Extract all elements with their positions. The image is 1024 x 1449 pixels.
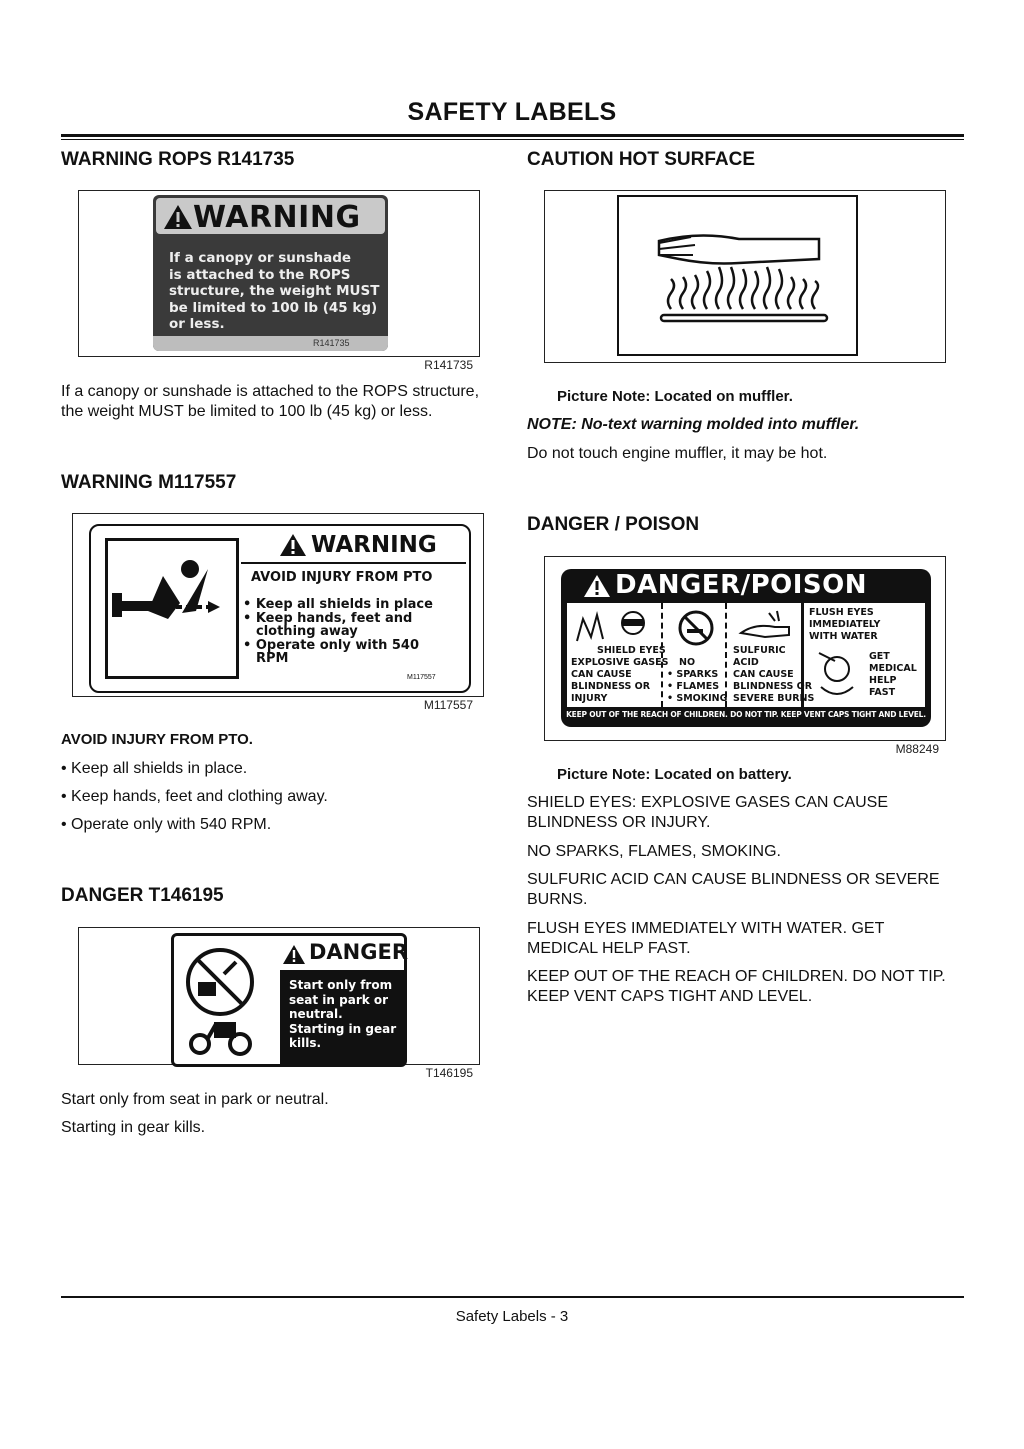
poison-picture-note: Picture Note: Located on battery. <box>557 766 792 783</box>
rops-label-word: WARNING <box>193 200 361 235</box>
pto-bullet-1: • Keep all shields in place. <box>61 760 248 777</box>
rops-label <box>153 195 388 351</box>
danger-label-word: DANGER <box>309 940 409 964</box>
warning-triangle-icon <box>279 533 307 557</box>
pto-label <box>89 524 471 693</box>
poison-col-3: SULFURIC ACID CAN CAUSE BLINDNESS OR SEVERE BURNS <box>733 645 815 704</box>
poison-col-4a: FLUSH EYES IMMEDIATELY WITH WATER <box>809 607 881 642</box>
poison-col-4b: GET MEDICAL HELP FAST <box>869 651 917 698</box>
hot-label <box>617 195 858 356</box>
rops-figure-id: R141735 <box>424 358 473 372</box>
danger-heading: DANGER T146195 <box>61 885 224 906</box>
hot-figure <box>544 190 946 363</box>
hot-note: NOTE: No-text warning molded into muffler. <box>527 416 860 433</box>
rops-figure <box>78 190 480 357</box>
rops-body: If a canopy or sunshade is attached to the ROPS structure, the weight MUST be limited to 100 lb (45 kg) or less. <box>61 383 480 420</box>
poison-label <box>561 569 931 727</box>
danger-line-1: Start only from seat in park or neutral. <box>61 1091 329 1108</box>
hot-surface-hand-icon <box>619 197 856 354</box>
danger-line-2: Starting in gear kills. <box>61 1119 206 1136</box>
page-footer: Safety Labels - 3 <box>455 1308 569 1325</box>
warning-triangle-icon <box>583 574 611 598</box>
poison-col-2: NO • SPARKS • FLAMES • SMOKING <box>667 657 728 704</box>
pto-pictogram <box>105 538 239 679</box>
pto-label-sub: AVOID INJURY FROM PTO <box>251 570 433 585</box>
hot-heading: CAUTION HOT SURFACE <box>527 149 755 170</box>
danger-figure <box>78 927 480 1065</box>
header-rule <box>61 134 964 137</box>
danger-label <box>171 933 407 1067</box>
poison-heading: DANGER / POISON <box>527 514 700 535</box>
pto-figure-id: M117557 <box>423 698 473 712</box>
warning-triangle-icon <box>163 204 193 230</box>
no-start-icon <box>180 944 266 1056</box>
acid-burn-icon <box>735 609 795 643</box>
poison-figure <box>544 556 946 741</box>
shield-eyes-icon <box>573 607 657 647</box>
pto-subhead: AVOID INJURY FROM PTO. <box>61 731 253 748</box>
pto-heading: WARNING M117557 <box>61 472 237 493</box>
poison-label-title: DANGER/POISON <box>615 570 868 600</box>
no-smoking-icon <box>677 609 715 647</box>
poison-para-1: SHIELD EYES: EXPLOSIVE GASES CAN CAUSE BLINDNESS OR INJURY. <box>527 794 889 831</box>
pto-entanglement-icon <box>108 541 236 676</box>
poison-figure-id: M88249 <box>895 742 939 756</box>
pto-figure <box>72 513 484 697</box>
pto-bullet-2: • Keep hands, feet and clothing away. <box>61 788 328 805</box>
poison-para-5: KEEP OUT OF THE REACH OF CHILDREN. DO NOT TIP. KEEP VENT CAPS TIGHT AND LEVEL. <box>527 968 946 1005</box>
poison-label-bottom: KEEP OUT OF THE REACH OF CHILDREN. DO NOT TIP. KEEP VENT CAPS TIGHT AND LEVEL. <box>566 710 926 719</box>
hot-body: Do not touch engine muffler, it may be hot. <box>527 445 828 462</box>
poison-para-2: NO SPARKS, FLAMES, SMOKING. <box>527 843 781 860</box>
danger-label-text: Start only from seat in park or neutral. Starting in gear kills. <box>289 978 397 1050</box>
pto-bullet-3: • Operate only with 540 RPM. <box>61 816 272 833</box>
rops-label-code: R141735 <box>313 338 350 348</box>
eye-wash-icon <box>809 647 865 703</box>
pto-label-word: WARNING <box>311 532 437 558</box>
hot-picture-note: Picture Note: Located on muffler. <box>557 388 793 405</box>
header-rule-thin <box>61 139 964 140</box>
poison-col-1: SHIELD EYES EXPLOSIVE GASES CAN CAUSE BLINDNESS OR INJURY <box>571 645 669 704</box>
poison-para-4: FLUSH EYES IMMEDIATELY WITH WATER. GET MEDICAL HELP FAST. <box>527 920 885 957</box>
page-title: SAFETY LABELS <box>407 98 617 126</box>
rops-heading: WARNING ROPS R141735 <box>61 149 295 170</box>
rops-label-text: If a canopy or sunshade is attached to the ROPS structure, the weight MUST be limited to 100 lb (45 kg) or less. <box>169 250 380 332</box>
pto-label-lines: • Keep all shields in place • Keep hands, feet and clothing away • Operate only with 540 RPM <box>243 597 433 666</box>
footer-rule <box>61 1296 964 1298</box>
pto-label-code: M117557 <box>407 674 436 681</box>
poison-para-3: SULFURIC ACID CAN CAUSE BLINDNESS OR SEVERE BURNS. <box>527 871 940 908</box>
danger-figure-id: T146195 <box>425 1066 473 1080</box>
warning-triangle-icon <box>282 944 306 965</box>
